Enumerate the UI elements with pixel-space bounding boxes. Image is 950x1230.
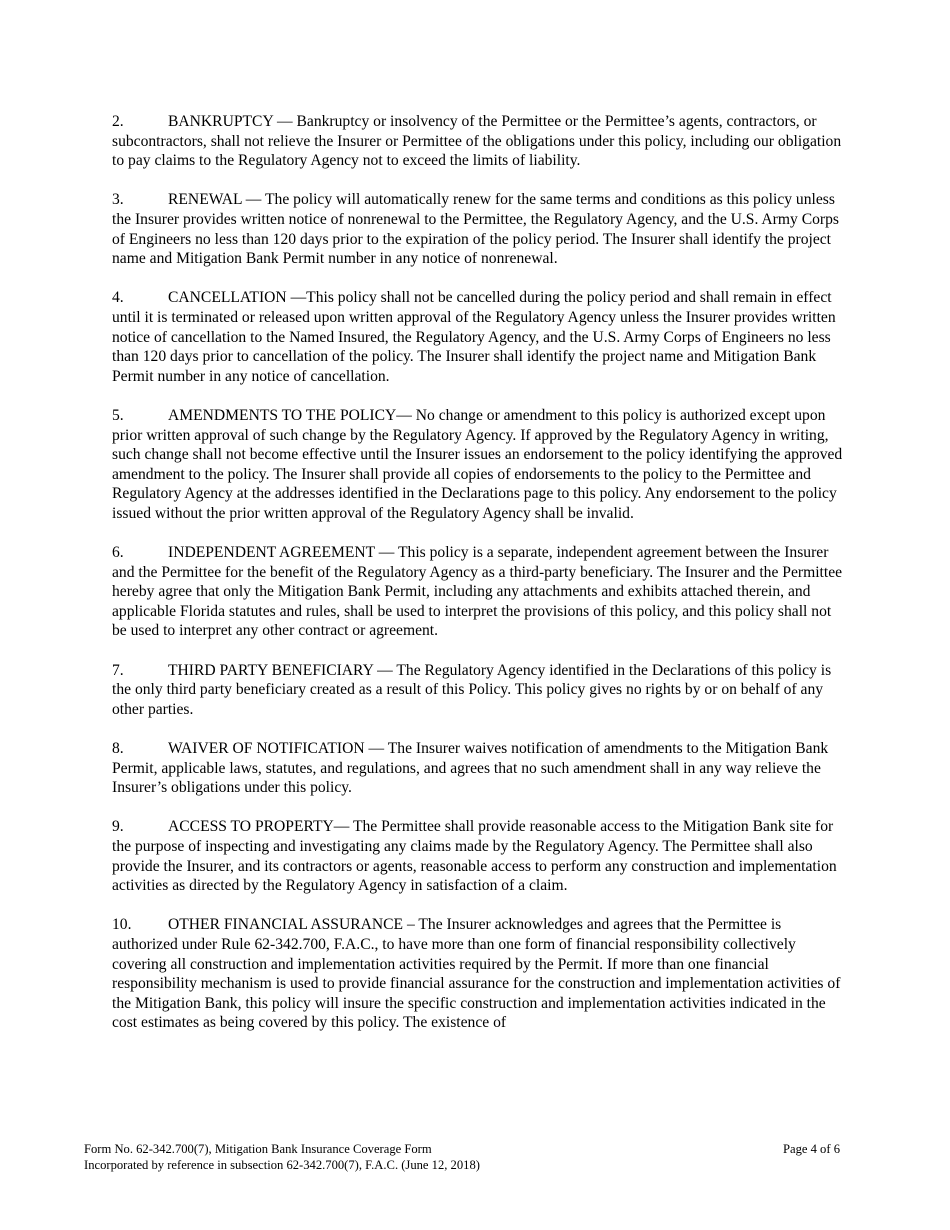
section-number: 6. (112, 544, 124, 562)
section-5-amendments (112, 406, 844, 524)
section-3-renewal (112, 190, 844, 268)
section-9-access-to-property (112, 817, 844, 895)
section-2-bankruptcy (112, 112, 844, 171)
section-text: BANKRUPTCY — Bankruptcy or insolvency of the Permittee or the Permittee’s agents, contractors, or subcontractors, shall not relieve the Insurer or Permittee of the obligations under this policy, including our obligation to pay claims to the Regulatory Agency not to exceed the limits of liability. (112, 113, 842, 170)
section-number: 9. (112, 818, 124, 836)
page-number: Page 4 of 6 (782, 1142, 840, 1156)
section-text: ACCESS TO PROPERTY— The Permittee shall provide reasonable access to the Mitigation Bank site for the purpose of inspecting and investigating any claims made by the Regulatory Agency. The Permittee shall also provide the Insurer, and its contractors or agents, reasonable access to perform any construction and implementation activities as directed by the Regulatory Agency in satisfaction of a claim. (112, 818, 837, 895)
policy-body (112, 112, 844, 1053)
section-text: INDEPENDENT AGREEMENT — This policy is a separate, independent agreement between the Insurer and the Permittee for the benefit of the Regulatory Agency as a third-party beneficiary. The Insurer and the Permittee hereby agree that only the Mitigation Bank Permit, including any attachments and exhibits attached therein, and applicable Florida statutes and rules, shall be used to interpret the provisions of this policy, and this policy shall not be used to interpret any other contract or agreement. (112, 544, 843, 640)
section-number: 8. (112, 740, 124, 757)
page-footer (84, 1141, 840, 1173)
section-number: 4. (112, 289, 124, 307)
section-8-waiver-of-notification (112, 739, 844, 798)
section-text: RENEWAL — The policy will automatically renew for the same terms and conditions as this policy unless the Insurer provides written notice of nonrenewal to the Permittee, the Regulatory Agency, and the U.S. Army Corps of Engineers no less than 120 days prior to the expiration of the policy period. The Insurer shall identify the project name and Mitigation Bank Permit number in any notice of nonrenewal. (112, 191, 839, 268)
section-number: 10. (112, 916, 132, 934)
section-7-third-party-beneficiary (112, 661, 844, 720)
section-text: THIRD PARTY BENEFICIARY — The Regulatory Agency identified in the Declarations of this policy is the only third party beneficiary created as a result of this Policy. This policy gives no rights by or on behalf of any other parties. (112, 661, 832, 718)
incorporation-reference: Incorporated by reference in subsection 62-342.700(7), F.A.C. (June 12, 2018) (84, 1158, 480, 1172)
section-text: OTHER FINANCIAL ASSURANCE – The Insurer acknowledges and agrees that the Permittee is authorized under Rule 62-342.700, F.A.C., to have more than one form of financial responsibility collectively covering all construction and implementation activities required by the Permit. If more than one financial responsibility mechanism is used to provide financial assurance for the construction and implementation activities of the Mitigation Bank, this policy will insure the specific construction and implementation activities indicated in the cost estimates as being covered by this policy. The existence of (112, 916, 841, 1032)
section-text: WAIVER OF NOTIFICATION — The Insurer waives notification of amendments to the Mitigation Bank Permit, applicable laws, statutes, and regulations, and agrees that no such amendment shall in any way relieve the Insurer’s obligations under this policy. (112, 740, 829, 797)
section-number: 7. (112, 661, 124, 679)
form-number: Form No. 62-342.700(7), Mitigation Bank Insurance Coverage Form (84, 1142, 432, 1156)
section-number: 3. (112, 191, 124, 209)
section-number: 2. (112, 113, 124, 130)
section-text: AMENDMENTS TO THE POLICY— No change or amendment to this policy is authorized except upon prior written approval of such change by the Regulatory Agency. If approved by the Regulatory Agency in writing, such change shall not become effective until the Insurer issues an endorsement to the policy identifying the approved amendment to the policy. The Insurer shall provide all copies of endorsements to the policy to the Permittee and Regulatory Agency at the addresses identified in the Declarations page to this policy. Any endorsement to the policy issued without the prior written approval of the Regulatory Agency shall be invalid. (112, 406, 843, 522)
section-text: CANCELLATION —This policy shall not be cancelled during the policy period and shall remain in effect until it is terminated or released upon written approval of the Regulatory Agency unless the Insurer provides written notice of cancellation to the Named Insured, the Regulatory Agency, and the U.S. Army Corps of Engineers no less than 120 days prior to cancellation of the policy. The Insurer shall identify the project name and Mitigation Bank Permit number in any notice of cancellation. (112, 289, 836, 385)
section-10-other-financial-assurance (112, 915, 844, 1033)
section-6-independent-agreement (112, 543, 844, 641)
section-4-cancellation (112, 288, 844, 386)
footer-top-row (84, 1141, 840, 1157)
section-number: 5. (112, 406, 124, 424)
